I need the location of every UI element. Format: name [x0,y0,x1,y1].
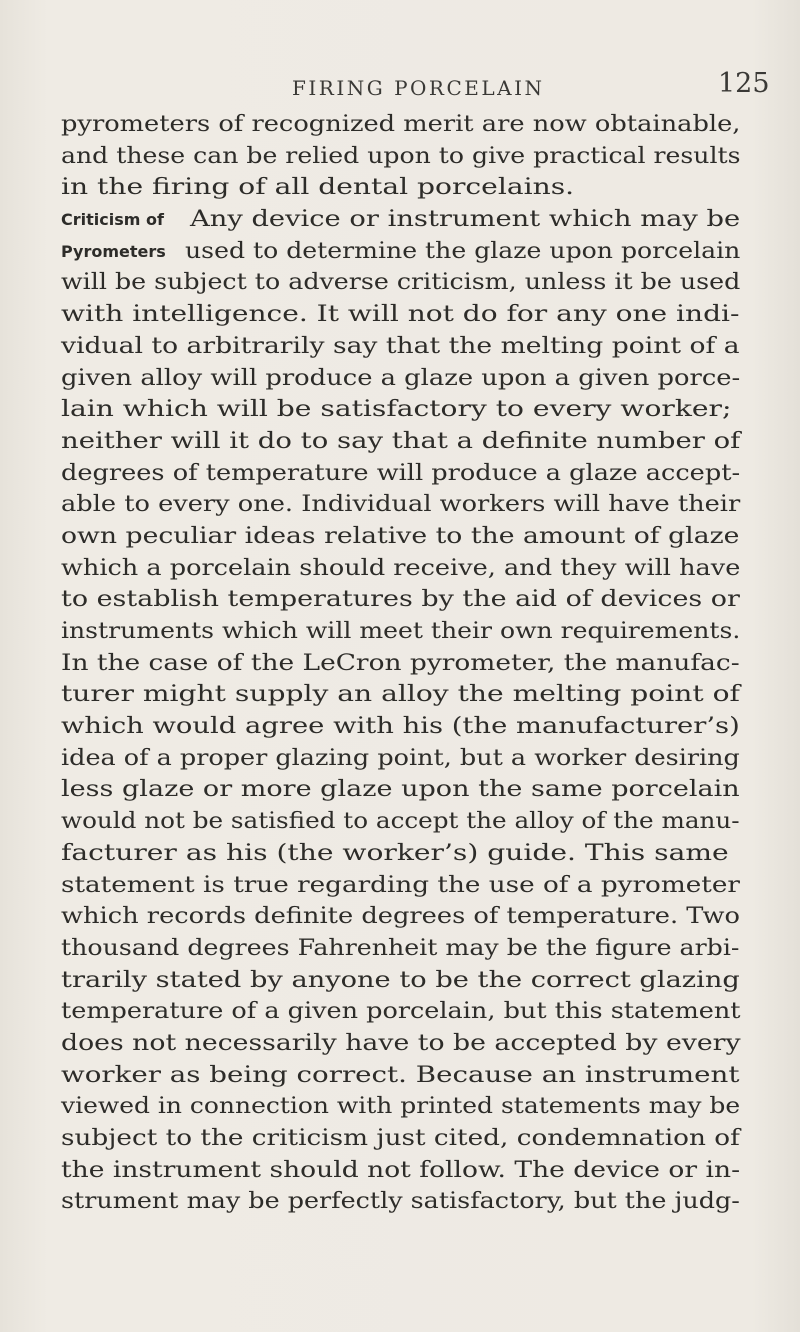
text-line: Criticism of Any device or instrument which may be [61,206,741,233]
text-line: facturer as his (the worker’s) guide. This same [61,839,729,866]
text-line: would not be satisfied to accept the alloy of the manu- [61,808,740,835]
text-line: strument may be perfectly satisfactory, but the judg- [61,1188,740,1215]
sidenote-line-2: Pyrometers [61,241,166,261]
text-line: subject to the criticism just cited, condemnation of [61,1125,740,1151]
text-line: viewed in connection with printed statements may be [61,1093,741,1120]
text-line: given alloy will produce a glaze upon a given porce- [61,364,741,391]
text-line: degrees of temperature will produce a glaze accept- [61,459,741,486]
text-line: lain which will be satisfactory to every worker; [61,396,732,423]
text-line: temperature of a given porcelain, but this statement [61,998,741,1025]
text-line: Pyrometers used to determine the glaze upon porcelain [61,237,741,264]
text-line: vidual to arbitrarily say that the melting point of a [61,332,740,359]
text-line: instruments which will meet their own requirements. [61,618,741,644]
text-line: the instrument should not follow. The device or in- [61,1156,741,1183]
text-line: pyrometers of recognized merit are now obtainable, [61,111,741,137]
running-title: FIRING PORCELAIN [292,76,545,100]
text-line: does not necessarily have to be accepted by every [61,1029,741,1056]
text-line: and these can be relied upon to give practical results [61,142,741,169]
text-line: which a porcelain should receive, and they will have [61,554,741,581]
text-line: statement is true regarding the use of a pyrometer [61,871,740,898]
sidenote-line-1: Criticism of [61,210,164,230]
text-line: which records definite degrees of temperature. Two [61,903,740,930]
body-text [0,109,800,1218]
text-line: own peculiar ideas relative to the amount of glaze [61,522,740,549]
text-line: in the firing of all dental porcelains. [61,174,575,201]
text-line: idea of a proper glazing point, but a worker desiring [61,744,740,771]
text-line: with intelligence. It will not do for any one indi- [61,301,740,328]
text-line: In the case of the LeCron pyrometer, the manufac- [61,649,740,676]
text-line: worker as being correct. Because an instrument [61,1061,740,1088]
page-header [0,68,800,108]
text-line: will be subject to adverse criticism, unless it be used [61,269,741,296]
text-line: thousand degrees Fahrenheit may be the figure arbi- [61,934,740,961]
text-line: trarily stated by anyone to be the correct glazing [61,966,740,993]
text-line: to establish temperatures by the aid of devices or [61,586,740,613]
text-line: able to every one. Individual workers will have their [61,491,741,518]
text-line: neither will it do to say that a definite number of [61,427,741,454]
page-number: 125 [718,68,770,99]
text-line: which would agree with his (the manufacturer’s) [61,713,740,740]
text-line: turer might supply an alloy the melting point of [61,681,740,708]
text-line: less glaze or more glaze upon the same porcelain [61,776,740,803]
